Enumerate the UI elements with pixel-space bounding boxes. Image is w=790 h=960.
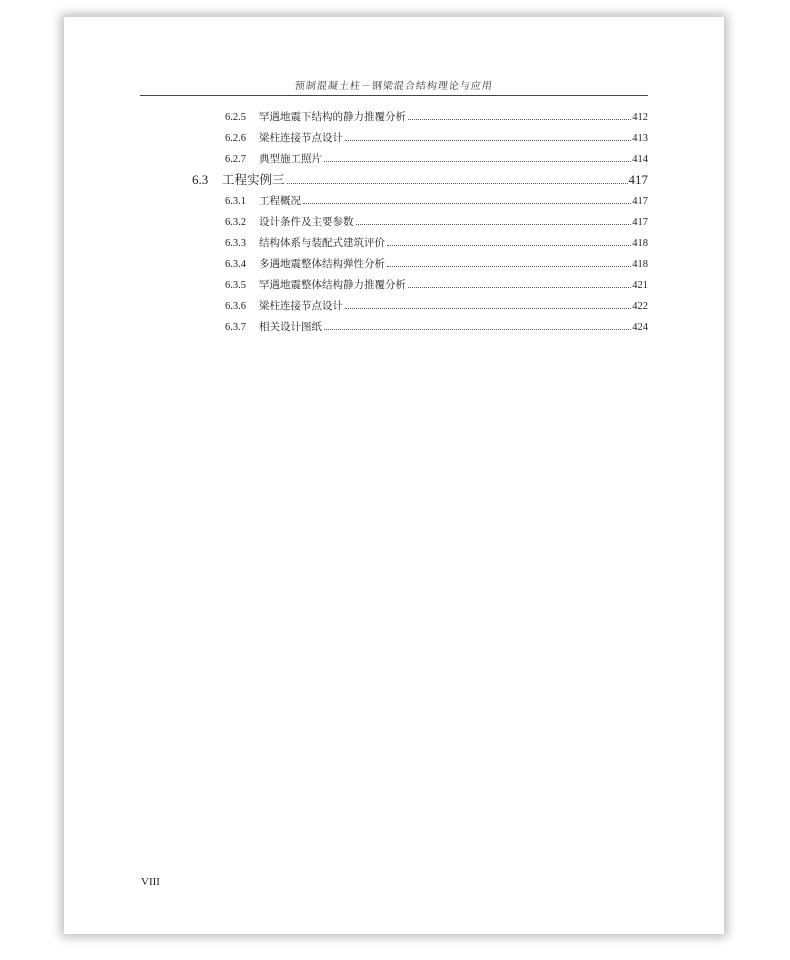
toc-entry-number: 6.3.7 bbox=[225, 322, 246, 333]
toc-entry-title: 设计条件及主要参数 bbox=[259, 216, 354, 228]
toc-entry-title: 罕遇地震整体结构静力推覆分析 bbox=[259, 279, 406, 291]
toc-entry[interactable] bbox=[225, 193, 648, 208]
toc-entry-title: 结构体系与装配式建筑评价 bbox=[259, 237, 385, 249]
toc-entry[interactable] bbox=[225, 319, 648, 334]
toc-entry-page: 417 bbox=[628, 172, 648, 187]
page-number: VIII bbox=[141, 876, 160, 888]
toc-entry-number: 6.3.1 bbox=[225, 196, 246, 207]
toc-entry-title: 梁柱连接节点设计 bbox=[259, 300, 343, 312]
toc-entry-title: 罕遇地震下结构的静力推覆分析 bbox=[259, 111, 406, 123]
toc-entry[interactable] bbox=[225, 277, 648, 292]
toc-entry-number: 6.3 bbox=[192, 172, 209, 187]
header-rule bbox=[140, 95, 648, 96]
running-header: 预制混凝土柱－钢梁混合结构理论与应用 bbox=[294, 81, 494, 92]
toc-entry[interactable] bbox=[225, 256, 648, 271]
toc-entry-page: 412 bbox=[632, 112, 648, 123]
toc-entry-title: 典型施工照片 bbox=[259, 153, 322, 165]
toc-entry-number: 6.3.4 bbox=[225, 259, 246, 270]
toc-leader-dots bbox=[345, 140, 631, 141]
toc-entry-page: 418 bbox=[632, 238, 648, 249]
toc-leader-dots bbox=[408, 119, 631, 120]
toc-leader-dots bbox=[408, 287, 631, 288]
toc-entry-page: 414 bbox=[632, 154, 648, 165]
toc-entry[interactable] bbox=[225, 214, 648, 229]
toc-leader-dots bbox=[287, 183, 628, 184]
toc-entry[interactable] bbox=[225, 235, 648, 250]
toc-entry-page: 424 bbox=[632, 322, 648, 333]
toc-entry-page: 421 bbox=[632, 280, 648, 291]
toc-entry-number: 6.3.3 bbox=[225, 238, 246, 249]
toc-entry[interactable] bbox=[225, 151, 648, 166]
toc-leader-dots bbox=[356, 224, 632, 225]
toc-entry-page: 413 bbox=[632, 133, 648, 144]
toc-entry[interactable] bbox=[225, 109, 648, 124]
toc-entry-number: 6.2.5 bbox=[225, 112, 246, 123]
toc-leader-dots bbox=[387, 245, 631, 246]
toc-entry-title: 梁柱连接节点设计 bbox=[259, 132, 343, 144]
toc-leader-dots bbox=[345, 308, 631, 309]
toc-entry-number: 6.2.6 bbox=[225, 133, 246, 144]
book-page bbox=[64, 17, 724, 934]
toc-entry-page: 417 bbox=[632, 217, 648, 228]
toc-entry-number: 6.3.2 bbox=[225, 217, 246, 228]
toc-entry-number: 6.3.6 bbox=[225, 301, 246, 312]
toc-entry-page: 418 bbox=[632, 259, 648, 270]
toc-leader-dots bbox=[387, 266, 631, 267]
toc-leader-dots bbox=[324, 329, 631, 330]
toc-entry-number: 6.2.7 bbox=[225, 154, 246, 165]
toc-entry[interactable] bbox=[225, 298, 648, 313]
toc-entry-title: 多遇地震整体结构弹性分析 bbox=[259, 258, 385, 270]
toc-entry[interactable] bbox=[225, 130, 648, 145]
toc-entry-title: 工程实例三 bbox=[222, 172, 285, 187]
toc-entry-title: 相关设计图纸 bbox=[259, 321, 322, 333]
toc-entry-title: 工程概况 bbox=[259, 195, 301, 207]
toc-leader-dots bbox=[303, 203, 631, 204]
toc-entry-section[interactable] bbox=[192, 170, 648, 188]
toc-entry-page: 417 bbox=[632, 196, 648, 207]
toc-entry-page: 422 bbox=[632, 301, 648, 312]
toc-leader-dots bbox=[324, 161, 631, 162]
toc-entry-number: 6.3.5 bbox=[225, 280, 246, 291]
